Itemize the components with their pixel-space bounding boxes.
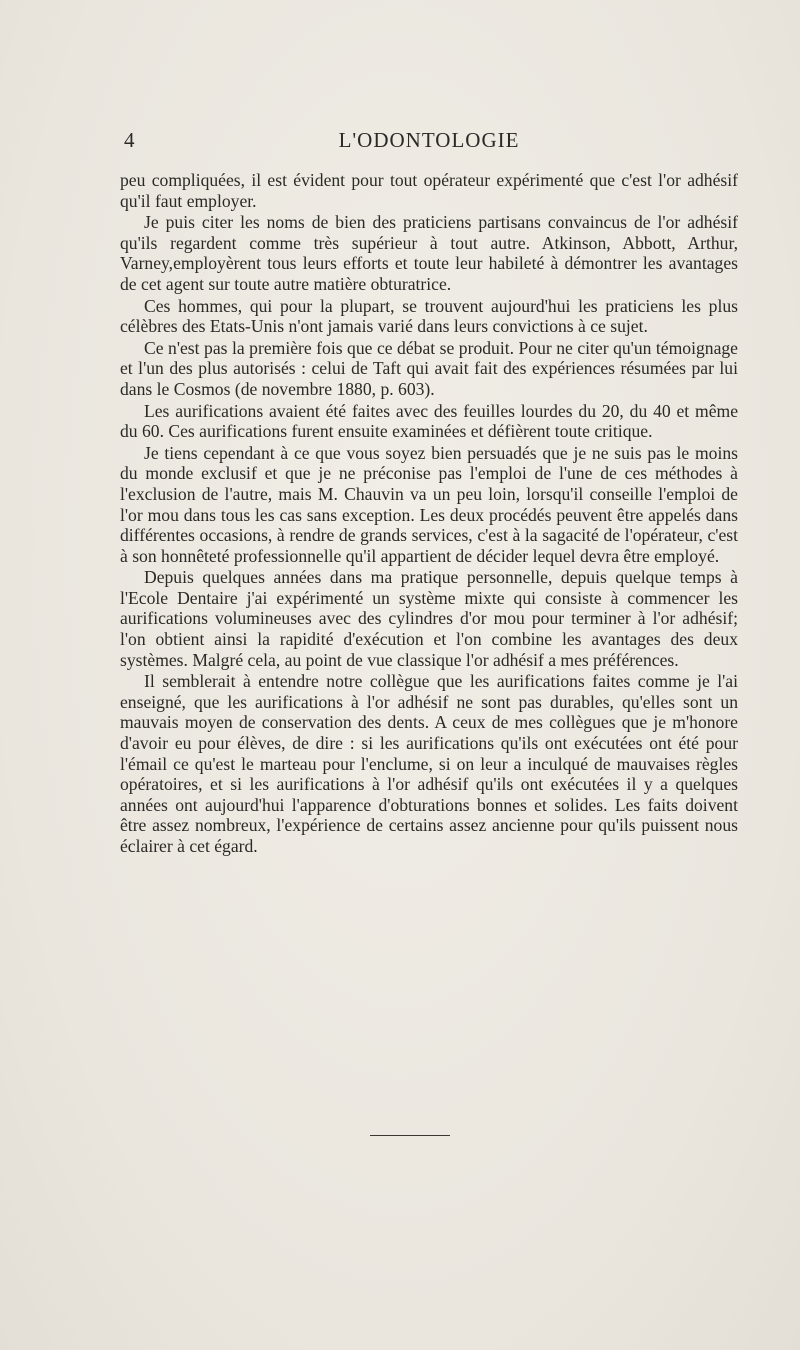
body-text [120,170,738,857]
running-title: L'ODONTOLOGIE [338,128,520,152]
paragraph: Ce n'est pas la première fois que ce débat se produit. Pour ne citer qu'un témoignage et l'un des plus autorisés : celui de Taft qui avait fait des expériences résumées par lui dans le Cosmos (de novembre 1880, p. 603). [120,337,738,399]
paragraph: Je tiens cependant à ce que vous soyez bien persuadés que je ne suis pas le moins du monde exclusif et que je ne préconise pas l'emploi de l'une de ces méthodes à l'exclusion de l'autre, mais M. Chauvin va un peu loin, lorsqu'il conseille l'emploi de l'or mou dans tous les cas sans exception. Les deux procédés peuvent être appelés dans différentes occasions, à rendre de grands services, c'est à la sagacité de l'opérateur, c'est à son honnêteté professionnelle qu'il appartient de décider lequel devra être employé. [120,442,738,566]
paragraph: peu compliquées, il est évident pour tout opérateur expérimenté que c'est l'or adhésif qu'il faut employer. [120,170,738,211]
paragraph: Les aurifications avaient été faites avec des feuilles lourdes du 20, du 40 et même du 60. Ces aurifications furent ensuite examinées et défièrent toute critique. [120,400,738,442]
end-divider [370,1135,450,1136]
paragraph: Ces hommes, qui pour la plupart, se trouvent aujourd'hui les praticiens les plus célèbres des Etats-Unis n'ont jamais varié dans leurs convictions à ce sujet. [120,295,738,337]
page-number: 4 [124,128,135,152]
paragraph: Je puis citer les noms de bien des praticiens partisans convaincus de l'or adhésif qu'ils regardent comme très supérieur à tout autre. Atkinson, Abbott, Arthur, Varney,employèrent tous leurs efforts et toute leur habileté à démontrer les avantages de cet agent sur toute autre matière obturatrice. [120,212,738,294]
paragraph: Il semblerait à entendre notre collègue que les aurifications faites comme je l'ai enseigné, que les aurifications à l'or adhésif ne sont pas durables, qu'elles sont un mauvais moyen de conservation des dents. A ceux de mes collègues que je m'honore d'avoir eu pour élèves, de dire : si les aurifications qu'ils ont exécutées ont été pour l'émail ce qu'est le marteau pour l'enclume, si on leur a inculqué de mauvaises règles opératoires, et si les aurifications à l'or adhésif qu'ils ont exécutées il y a quelques années ont aujourd'hui l'apparence d'obturations bonnes et solides. Les faits doivent être assez nombreux, l'expérience de certains assez ancienne pour qu'ils puissent nous éclairer à cet égard. [120,671,738,856]
page-header [120,128,738,158]
paragraph: Depuis quelques années dans ma pratique personnelle, depuis quelque temps à l'Ecole Dentaire j'ai expérimenté un système mixte qui consiste à commencer les aurifications volumineuses avec des cylindres d'or mou pour terminer à l'or adhésif; l'on obtient ainsi la rapidité d'exécution et l'on combine les avantages des deux systèmes. Malgré cela, au point de vue classique l'or adhésif a mes préférences. [120,567,738,670]
